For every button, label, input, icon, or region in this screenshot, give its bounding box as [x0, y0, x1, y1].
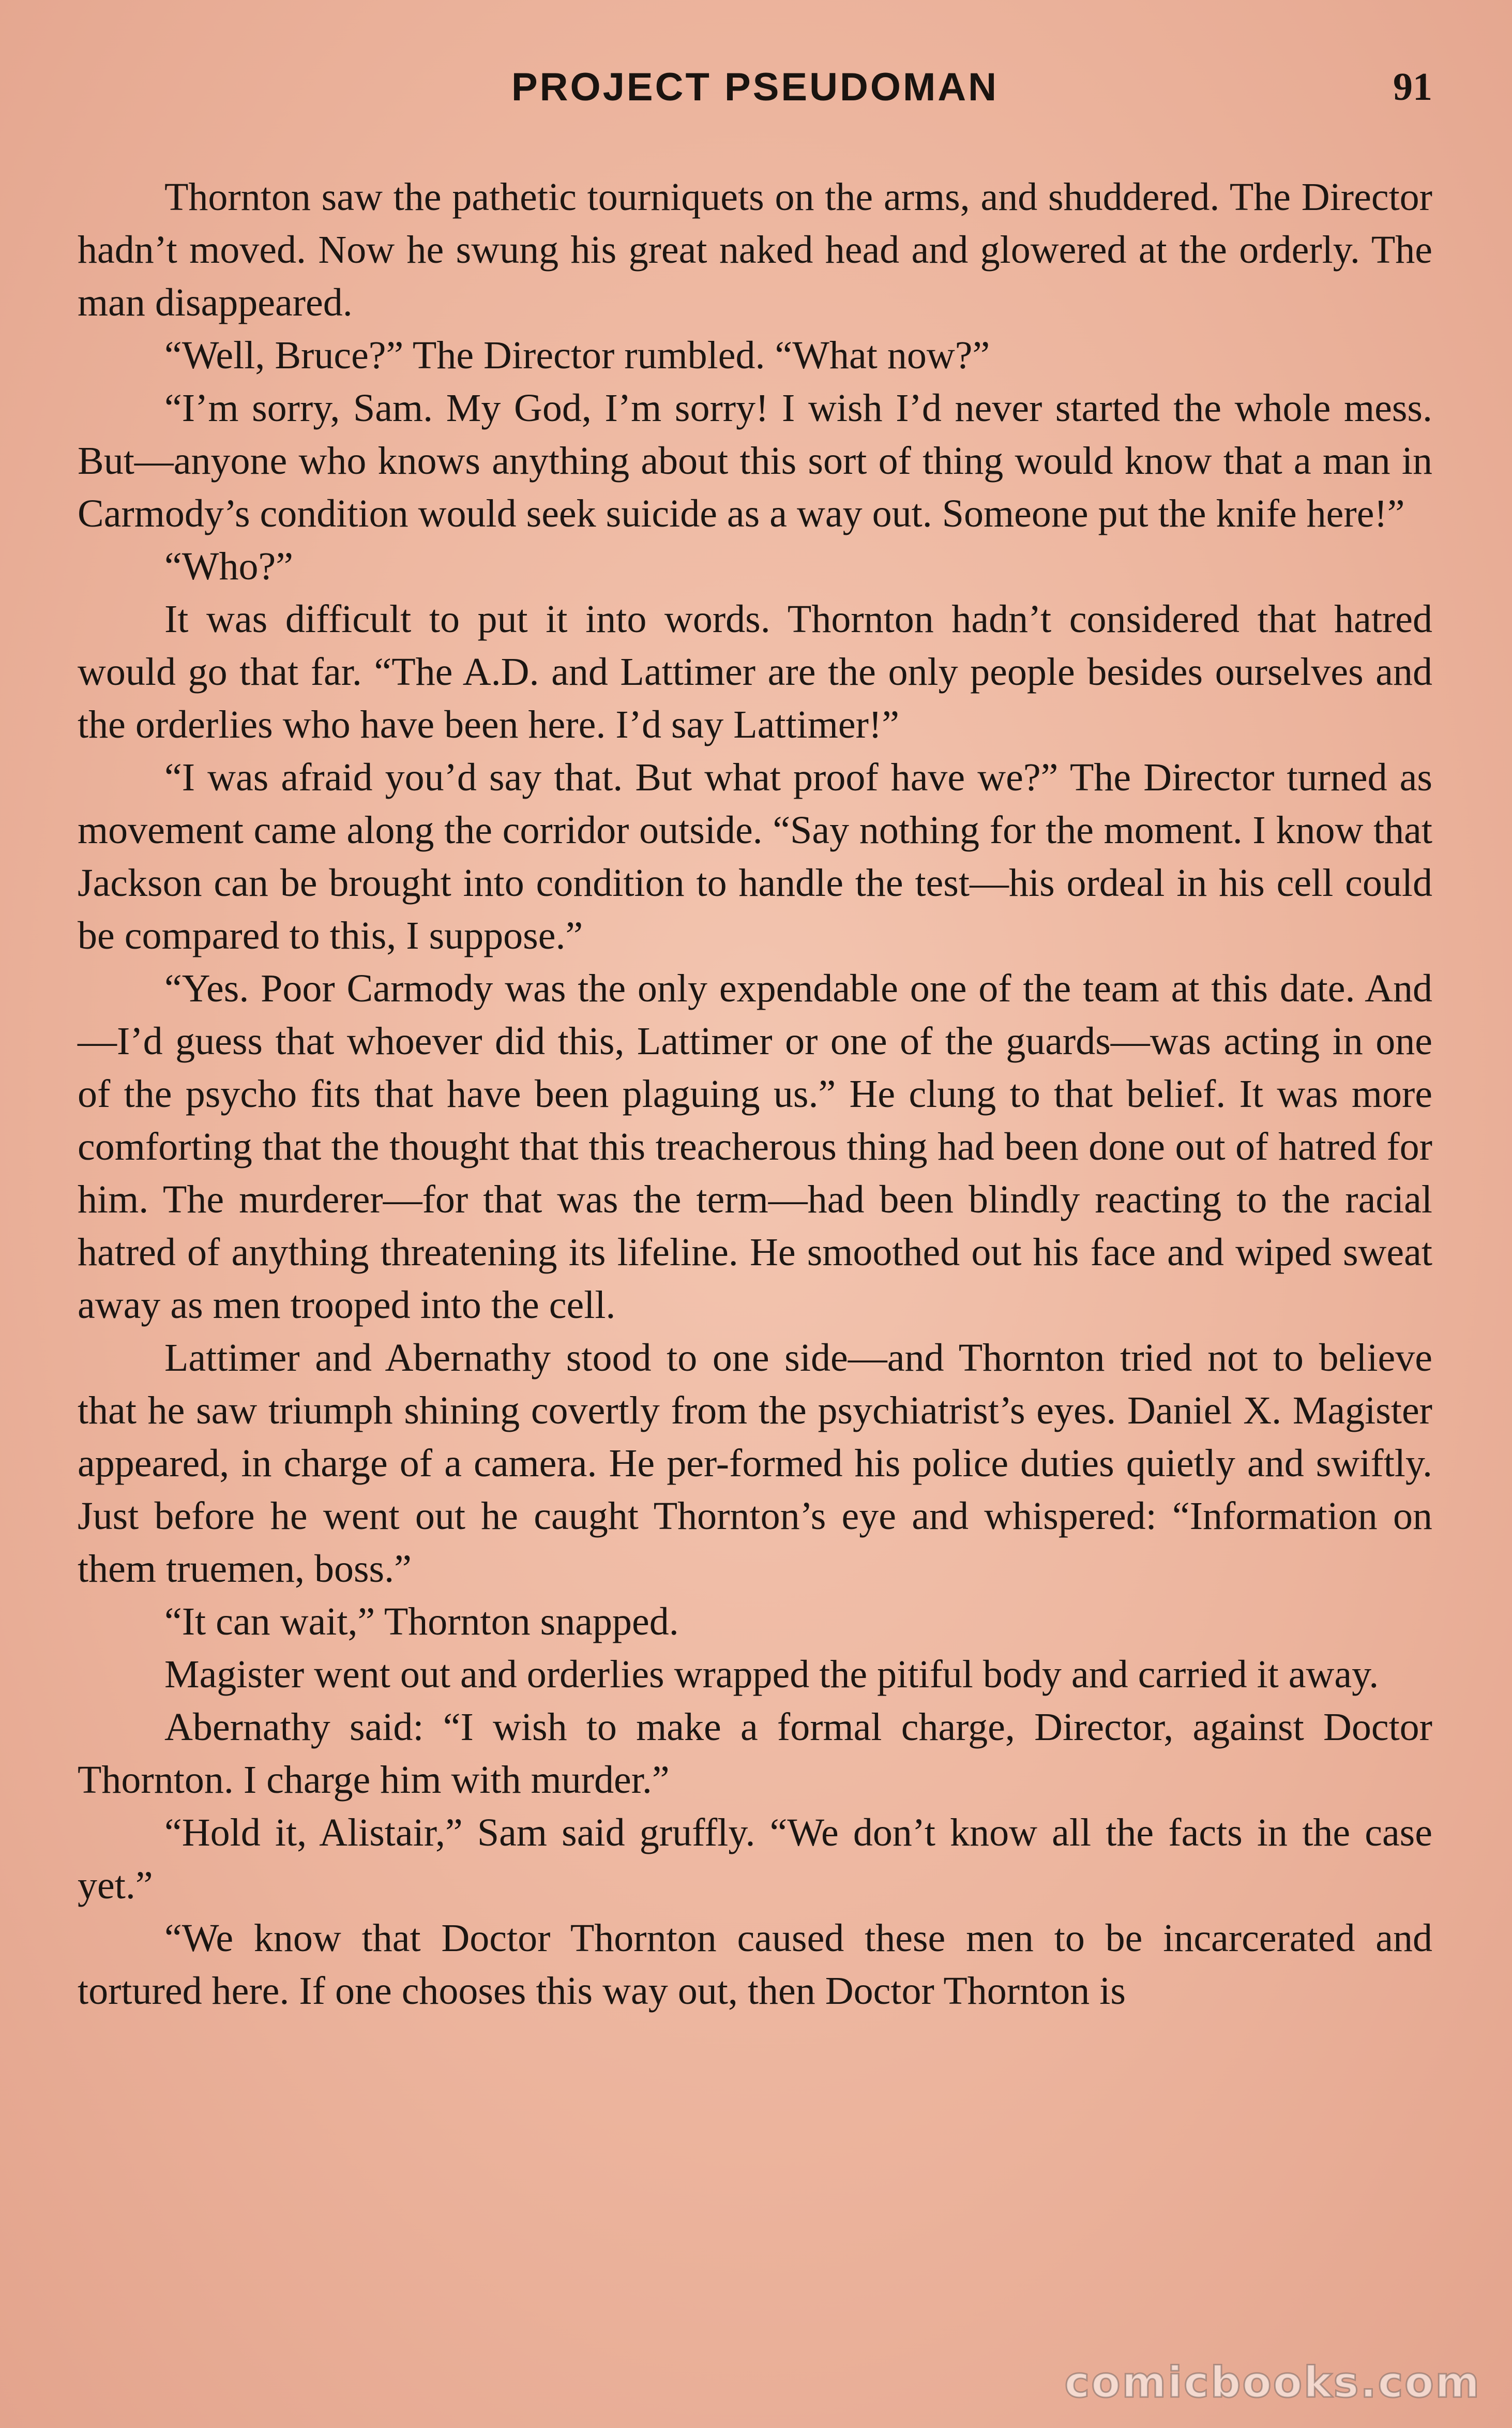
page-number: 91: [1393, 65, 1432, 109]
paragraph: Abernathy said: “I wish to make a formal charge, Director, against Doctor Thornton. I charge him with murder.”: [78, 1705, 1432, 1802]
paragraph: Thornton saw the pathetic tourniquets on the arms, and shuddered. The Director hadn’t moved. Now he swung his great naked head and glowered at the orderly. The man disappeared.: [78, 175, 1432, 324]
paragraph: “Yes. Poor Carmody was the only expendable one of the team at this date. And—I’d guess that whoever did this, Lattimer or one of the guards—was acting in one of the psycho fits that have been plaguing us.” He clung to that belief. It was more comforting that the thought that this treacherous thing had been done out of hatred for him. The murderer—for that was the term—had been blindly reacting to the racial hatred of anything threatening its lifeline. He smoothed out his face and wiped sweat away as men trooped into the cell.: [78, 967, 1432, 1327]
paragraph: “We know that Doctor Thornton caused these men to be incarcerated and tortured here. If one chooses this way out, then Doctor Thornton is: [78, 1916, 1432, 2013]
paragraph: “Hold it, Alistair,” Sam said gruffly. “We don’t know all the facts in the case yet.”: [78, 1811, 1432, 1907]
paragraph: Lattimer and Abernathy stood to one side—and Thornton tried not to believe that he saw triumph shining covertly from the psychiatrist’s eyes. Daniel X. Magister appeared, in charge of a camera. He per-formed his police duties quietly and swiftly. Just before he went out he caught Thornton’s eye and whispered: “Information on them truemen, boss.”: [78, 1336, 1432, 1591]
page-header: [78, 65, 1432, 122]
paragraph: It was difficult to put it into words. Thornton hadn’t considered that hatred would go that far. “The A.D. and Lattimer are the only people besides ourselves and the orderlies who have been here. I’d say Lattimer!”: [78, 597, 1432, 746]
paragraph: “Well, Bruce?” The Director rumbled. “What now?”: [164, 334, 990, 377]
body-text: [78, 171, 1432, 2017]
paragraph: “I’m sorry, Sam. My God, I’m sorry! I wish I’d never started the whole mess. But—anyone who knows anything about this sort of thing would know that a man in Carmody’s condition would seek suicide as a way out. Someone put the knife here!”: [78, 386, 1432, 535]
paragraph: Magister went out and orderlies wrapped the pitiful body and carried it away.: [164, 1653, 1379, 1696]
running-title: PROJECT PSEUDOMAN: [511, 65, 999, 109]
paragraph: “It can wait,” Thornton snapped.: [164, 1600, 679, 1643]
paragraph: “I was afraid you’d say that. But what proof have we?” The Director turned as movement came along the corridor outside. “Say nothing for the moment. I know that Jackson can be brought into condition to handle the test—his ordeal in his cell could be compared to this, I suppose.”: [78, 756, 1432, 957]
watermark: comicbooks.com: [1064, 2358, 1481, 2407]
paragraph: “Who?”: [164, 545, 293, 588]
